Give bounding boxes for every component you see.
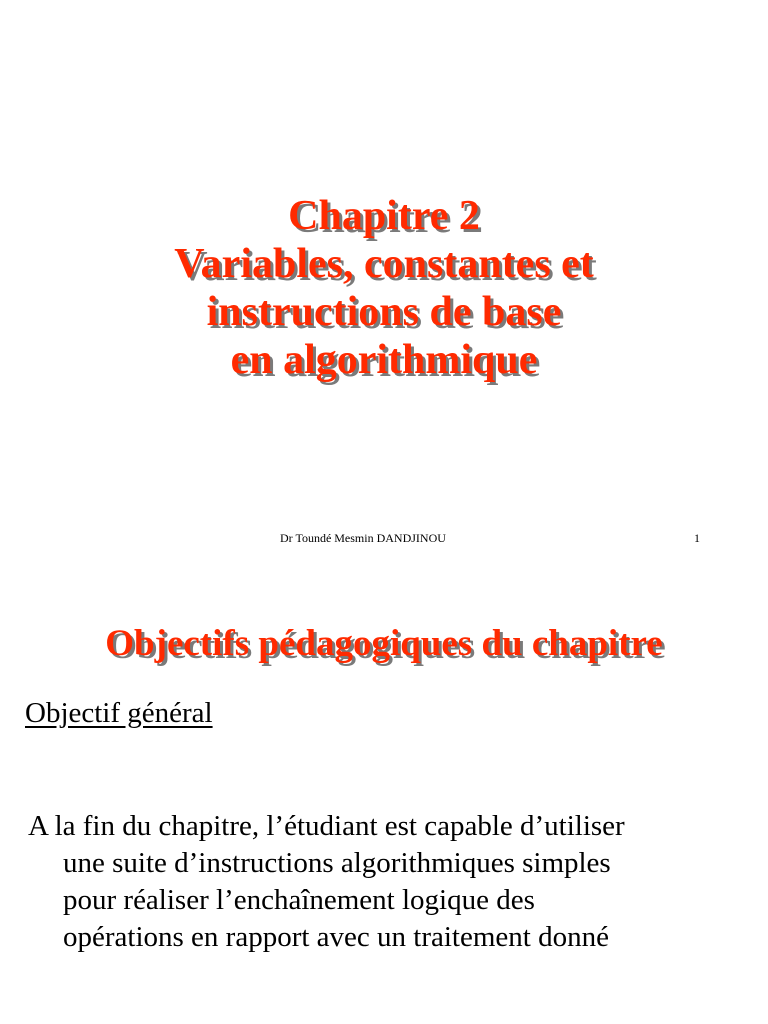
chapter-title: [0, 192, 768, 384]
chapter-number: Chapitre 2: [288, 193, 480, 239]
chapter-title-line-3: en algorithmique: [230, 337, 538, 383]
chapter-title-line-1: Variables, constantes et: [174, 241, 594, 287]
paragraph-line-4: opérations en rapport avec un traitement donné: [63, 921, 609, 953]
paragraph-line-2: une suite d’instructions algorithmiques simples: [63, 847, 611, 879]
objective-paragraph: [28, 808, 625, 956]
general-objective-subheading: Objectif général: [25, 697, 213, 729]
footer-author: Dr Toundé Mesmin DANDJINOU: [280, 531, 446, 545]
chapter-title-line-2: instructions de base: [206, 289, 562, 335]
paragraph-line-1: A la fin du chapitre, l’étudiant est capable d’utiliser: [28, 810, 625, 842]
page-number: 1: [694, 531, 700, 545]
paragraph-line-3: pour réaliser l’enchaînement logique des: [63, 884, 535, 916]
objectives-heading: Objectifs pédagogiques du chapitre: [105, 623, 663, 664]
slide-objectives: [0, 560, 768, 1024]
